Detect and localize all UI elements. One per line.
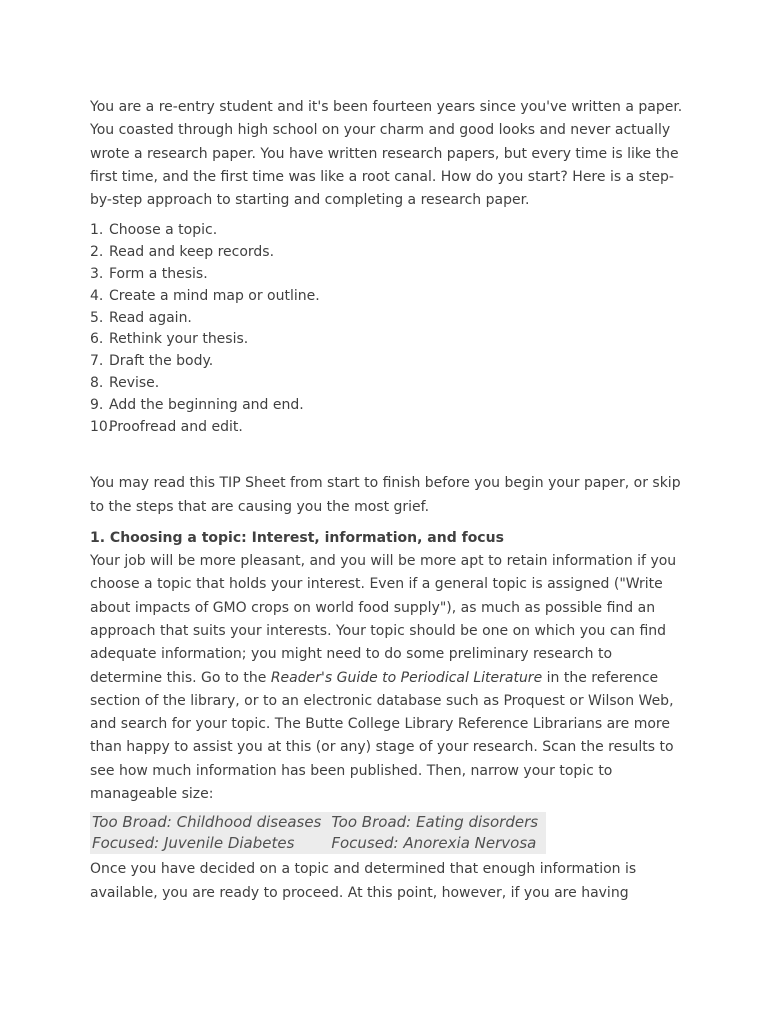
steps-list (90, 220, 685, 438)
list-item (90, 329, 685, 351)
list-item (90, 308, 685, 330)
list-item (90, 242, 685, 264)
section-heading: 1. Choosing a topic: Interest, information, and focus (90, 530, 504, 547)
topic-examples-table (90, 812, 546, 854)
closing-paragraph: Once you have decided on a topic and determined that enough information is available, you are ready to proceed. At this point, however, if you are having (90, 861, 637, 901)
reference-title: Reader's Guide to Periodical Literature (270, 669, 543, 686)
step-text: Read again. (109, 309, 192, 326)
step-number: 7. (90, 353, 104, 370)
step-text: Rethink your thesis. (109, 331, 249, 348)
step-text: Choose a topic. (109, 222, 218, 239)
step-number: 2. (90, 244, 104, 261)
intro-paragraph: You are a re-entry student and it's been fourteen years since you've written a paper. You coasted through high school on your charm and good looks and never actually wrote a research paper. You have written research papers, but every time is like the first time, and the first time was like a root canal. How do you start? Here is a step-by-step approach to starting and completing a research paper. (90, 99, 683, 209)
table-row (90, 812, 546, 833)
body-text-before: Your job will be more pleasant, and you will be more apt to retain information if you choose a topic that holds your interest. Even if a general topic is assigned ("Write about impacts of GMO crops on world food supply"), as much as possible find an approach that suits your interests. Your topic should be one on which you can find adequate information; you might need to do some preliminary research to determine this. Go to the (90, 553, 677, 686)
table-cell: Focused: Anorexia Nervosa (331, 834, 537, 853)
table-cell: Too Broad: Childhood diseases (92, 813, 322, 832)
step-text: Form a thesis. (109, 266, 208, 283)
step-number: 3. (90, 266, 104, 283)
step-number: 8. (90, 375, 104, 392)
list-item (90, 417, 685, 439)
section-body-paragraph (90, 550, 685, 806)
step-number: 9. (90, 396, 104, 413)
step-text: Add the beginning and end. (109, 396, 304, 413)
list-item (90, 286, 685, 308)
tip-paragraph: You may read this TIP Sheet from start to finish before you begin your paper, or skip to the steps that are causing you the most grief. (90, 475, 681, 515)
table-cell: Too Broad: Eating disorders (331, 813, 539, 832)
list-item (90, 373, 685, 395)
list-item (90, 264, 685, 286)
list-item (90, 220, 685, 242)
table-cell: Focused: Juvenile Diabetes (92, 834, 295, 853)
body-text-after: in the reference section of the library, or to an electronic database such as Proquest or Wilson Web, and search for your topic. The Butte College Library Reference Librarians are more than happy to assist you at this (or any) stage of your research. Scan the results to see how much information has been published. Then, narrow your topic to manageable size: (90, 669, 674, 803)
step-text: Read and keep records. (109, 244, 275, 261)
step-number: 4. (90, 287, 104, 304)
table-row (90, 833, 546, 854)
step-text: Proofread and edit. (109, 418, 243, 435)
step-number: 6. (90, 331, 104, 348)
step-number: 1. (90, 222, 104, 239)
list-item (90, 351, 685, 373)
document-page (90, 96, 685, 905)
step-text: Draft the body. (109, 353, 214, 370)
step-text: Revise. (109, 375, 160, 392)
step-number: 10. (90, 418, 113, 435)
step-number: 5. (90, 309, 104, 326)
list-item (90, 395, 685, 417)
step-text: Create a mind map or outline. (109, 287, 320, 304)
